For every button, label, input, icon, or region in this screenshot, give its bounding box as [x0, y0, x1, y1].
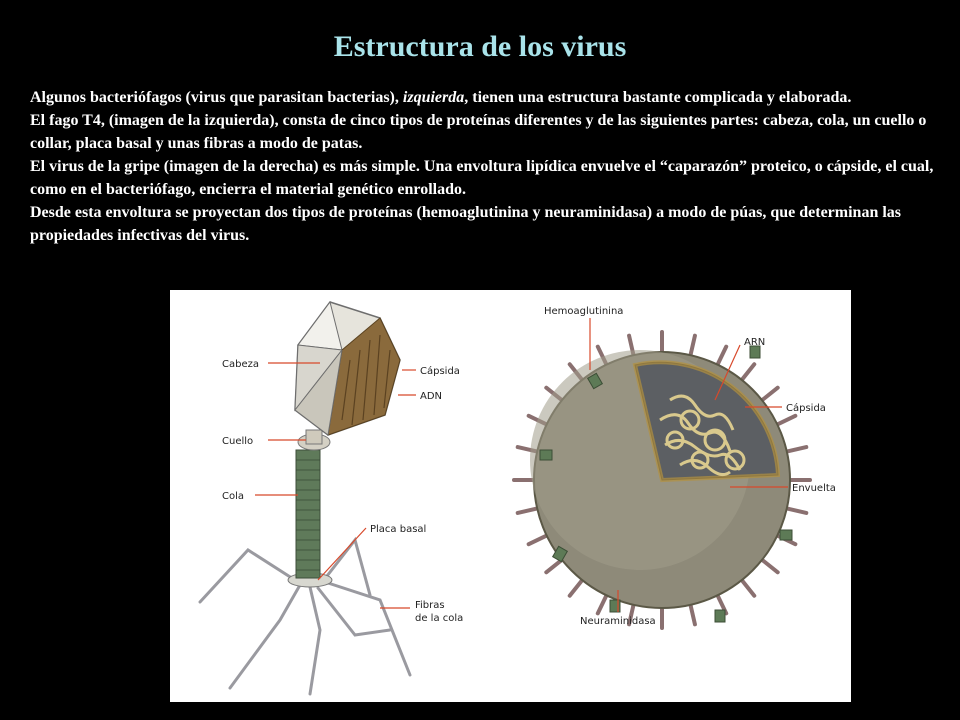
paragraph-intro — [30, 86, 945, 109]
label-capsida-phage: Cápsida — [420, 366, 460, 377]
virus-illustration-svg — [170, 290, 851, 702]
paragraph-intro-end: , tienen una estructura bastante complicada y elaborada. — [464, 89, 852, 106]
label-adn: ADN — [420, 391, 443, 402]
label-envuelta: Envuelta — [792, 483, 836, 494]
label-placa-basal: Placa basal — [370, 524, 427, 535]
paragraph-phage: El fago T4, (imagen de la izquierda), consta de cinco tipos de proteínas diferentes y de las siguientes partes: cabeza, cola, un cuello o collar, placa basal y unas fibras a modo de patas. — [30, 112, 927, 152]
description-text — [30, 86, 945, 247]
label-capsida-flu: Cápsida — [786, 403, 826, 414]
label-hemoaglutinina: Hemoaglutinina — [544, 306, 624, 317]
label-fibras: Fibras — [415, 600, 445, 611]
label-fibras-cola: de la cola — [415, 613, 464, 624]
paragraph-intro-italic: izquierda — [402, 89, 465, 106]
page-title: Estructura de los virus — [333, 30, 627, 63]
label-cola: Cola — [222, 491, 245, 502]
paragraph-spikes: Desde esta envoltura se proyectan dos tipos de proteínas (hemoaglutinina y neuraminidasa) a modo de púas, que determinan las propiedades infectivas del virus. — [30, 204, 902, 244]
paragraph-intro-text: Algunos bacteriófagos (virus que parasitan bacterias), — [30, 89, 403, 106]
influenza-virus-drawing — [514, 332, 810, 628]
label-arn: ARN — [744, 337, 766, 348]
paragraph-flu: El virus de la gripe (imagen de la derecha) es más simple. Una envoltura lipídica envuelve el “caparazón” proteico, o cápside, el cual, como en el bacteriófago, encierra el material genético enrollado. — [30, 158, 934, 198]
label-cuello: Cuello — [222, 436, 254, 447]
virus-illustration — [170, 290, 851, 702]
label-neuraminidasa: Neuraminidasa — [580, 616, 656, 627]
label-cabeza: Cabeza — [222, 359, 259, 370]
